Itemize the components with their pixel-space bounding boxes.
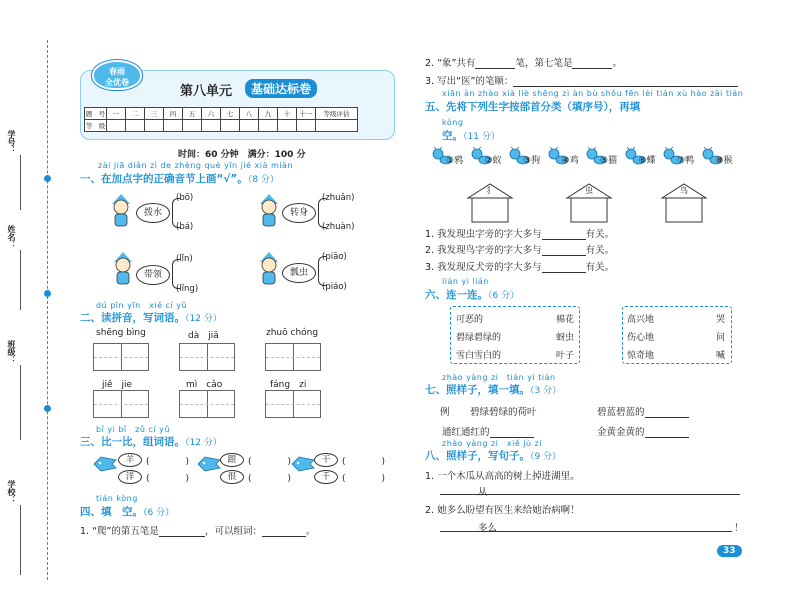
score-cell: 三 bbox=[145, 108, 164, 120]
q3-title-text: 三、比一比，组词语。 bbox=[80, 436, 185, 448]
q8-s1-answer-hint: 从 bbox=[478, 487, 488, 498]
boy-figure-icon bbox=[256, 250, 282, 286]
answer-blank[interactable] bbox=[542, 246, 586, 256]
q5-s-text: 1. 我发现虫字旁的字大多与 bbox=[425, 229, 542, 240]
q8-points: （9 分） bbox=[530, 452, 562, 462]
q5-s1 bbox=[425, 226, 614, 240]
q1-option[interactable]: (piāo) bbox=[322, 252, 347, 262]
q1-word-oval: 瓢虫 bbox=[282, 263, 316, 283]
binding-dot bbox=[44, 405, 51, 412]
q4-line2 bbox=[425, 55, 622, 69]
q5-pinyin: xiān àn zhào xià liè shēng zì àn bù shǒu fēn lèi tián xù hào zài tián bbox=[442, 89, 744, 98]
q5-s3 bbox=[425, 259, 614, 273]
q5-points: （11 分） bbox=[463, 132, 500, 142]
q8-title bbox=[425, 448, 561, 463]
q7-title bbox=[425, 382, 561, 397]
q3-answer-parens[interactable]: ( ) bbox=[248, 474, 292, 484]
q1-option[interactable]: (lǐng) bbox=[176, 284, 199, 294]
q4-line3 bbox=[425, 73, 738, 87]
q3-pinyin: bǐ yi bǐ zǔ cí yǔ bbox=[96, 425, 170, 434]
q4-title-text: 四、填 空。 bbox=[80, 506, 143, 518]
score-cell: 十一 bbox=[297, 108, 316, 120]
q4-line2-text: 2. “象”共有 bbox=[425, 58, 476, 69]
q7-item bbox=[597, 424, 689, 438]
q7-points: （3 分） bbox=[530, 386, 562, 396]
q3-title bbox=[80, 434, 222, 449]
q7-item-text: 碧蓝碧蓝的 bbox=[597, 407, 645, 418]
q7-item-text: 通红通红的 bbox=[442, 427, 490, 438]
score-cell: 四 bbox=[164, 108, 183, 120]
q6-title-text: 六、连一连。 bbox=[425, 289, 488, 301]
q5-s-text: 有关。 bbox=[585, 262, 615, 273]
q5-char: ⑦鸭 bbox=[677, 156, 695, 166]
brand-badge-top: 春雨 bbox=[109, 67, 125, 76]
q5-pinyin-2: kòng bbox=[442, 118, 464, 127]
q4-title bbox=[80, 504, 174, 519]
match-item[interactable]: 叶子 bbox=[556, 351, 575, 361]
q5-char: ⑤猫 bbox=[600, 156, 618, 166]
q8-pinyin: zhào yàng zi xiě jù zi bbox=[442, 439, 543, 448]
q6-pinyin: lián yi lián bbox=[442, 277, 489, 286]
q4-line1-text: 。 bbox=[305, 526, 316, 537]
score-cell: 十 bbox=[278, 108, 297, 120]
match-item[interactable]: 伤心地 bbox=[627, 333, 655, 343]
brand-badge-bottom: 全优卷 bbox=[105, 78, 129, 87]
q2-pinyin-prompt: fáng zi bbox=[270, 380, 307, 390]
q1-pinyin: zài jiā diǎn zì de zhèng què yīn jié xià miàn bbox=[98, 161, 293, 170]
page-number: 33 bbox=[717, 545, 742, 557]
q3-answer-parens[interactable]: ( ) bbox=[146, 474, 190, 484]
grade-cell[interactable] bbox=[183, 120, 202, 132]
score-cell: 七 bbox=[221, 108, 240, 120]
match-item[interactable]: 蚜虫 bbox=[556, 333, 575, 343]
q2-pinyin-prompt: shēng bìng bbox=[96, 328, 146, 338]
match-item[interactable]: 雪白雪白的 bbox=[456, 351, 502, 361]
score-cell: 一 bbox=[107, 108, 126, 120]
grade-cell[interactable] bbox=[164, 120, 183, 132]
q3-char-oval: 跟 bbox=[220, 453, 244, 467]
q2-title bbox=[80, 310, 222, 325]
answer-blank[interactable] bbox=[645, 408, 689, 418]
q2-pinyin-prompt: dà jiā bbox=[188, 331, 219, 341]
match-item[interactable]: 哭 bbox=[716, 315, 726, 325]
match-item[interactable]: 惊奇地 bbox=[627, 351, 655, 361]
q2-points: （12 分） bbox=[185, 314, 222, 324]
score-cell: 六 bbox=[202, 108, 221, 120]
name-label: 姓名： bbox=[7, 225, 16, 249]
q6-title bbox=[425, 287, 519, 302]
answer-blank[interactable] bbox=[542, 230, 586, 240]
writing-grid[interactable] bbox=[179, 390, 235, 418]
q7-title-text: 七、照样子，填一填。 bbox=[425, 384, 530, 396]
boy-figure-icon bbox=[110, 250, 136, 286]
test-subtitle: 基础达标卷 bbox=[245, 79, 317, 98]
q4-pinyin: tián kòng bbox=[96, 494, 138, 503]
unit-title: 第八单元 bbox=[180, 84, 233, 99]
student-number-field[interactable] bbox=[20, 155, 21, 210]
q8-s2: 2. 她多么盼望有医生来给她治病啊！ bbox=[425, 505, 580, 516]
time-score-line: 时间：60 分钟 满分：100 分 bbox=[178, 150, 306, 160]
score-cell: 等 级 bbox=[85, 120, 107, 132]
q4-line1-text: ，可以组词： bbox=[204, 526, 262, 537]
q5-title-2 bbox=[442, 128, 500, 143]
q5-char: ⑥蝶 bbox=[638, 156, 656, 166]
q1-word-oval: 拨水 bbox=[136, 203, 170, 223]
house-radical: 犭 bbox=[486, 186, 494, 195]
q1-title-text: 一、在加点字的正确音节上画“√”。 bbox=[80, 173, 248, 185]
writing-grid[interactable] bbox=[179, 343, 235, 371]
q5-s-text: 有关。 bbox=[585, 229, 615, 240]
match-item[interactable]: 问 bbox=[716, 333, 726, 343]
q7-example-label: 例 bbox=[440, 407, 450, 418]
q4-points: （6 分） bbox=[143, 508, 175, 518]
q3-char-oval: 洋 bbox=[118, 470, 142, 484]
answer-line[interactable] bbox=[440, 494, 740, 495]
answer-blank[interactable] bbox=[513, 77, 738, 87]
binding-dot bbox=[44, 175, 51, 182]
binding-line bbox=[47, 40, 48, 580]
score-cell: 五 bbox=[183, 108, 202, 120]
student-number-label: 学号： bbox=[7, 130, 16, 154]
house-radical: 鸟 bbox=[680, 186, 688, 195]
q1-word-oval: 带领 bbox=[136, 265, 170, 285]
q5-char: ①鸦 bbox=[446, 156, 464, 166]
answer-line[interactable] bbox=[440, 531, 732, 532]
q8-s1: 1. 一个木瓜从高高的树上掉进湖里。 bbox=[425, 471, 580, 482]
q1-option[interactable]: (zhuǎn) bbox=[322, 193, 355, 203]
score-cell: 九 bbox=[259, 108, 278, 120]
q7-item bbox=[597, 404, 689, 418]
fish-icon bbox=[196, 455, 222, 473]
q6-points: （6 分） bbox=[488, 291, 520, 301]
q5-s-text: 3. 我发现反犬旁的字大多与 bbox=[425, 262, 542, 273]
answer-blank[interactable] bbox=[490, 428, 534, 438]
grade-cell[interactable] bbox=[316, 120, 358, 132]
grade-cell[interactable] bbox=[221, 120, 240, 132]
q1-option[interactable]: (lǐn) bbox=[176, 254, 193, 264]
score-cell: 等级评估 bbox=[316, 108, 358, 120]
q7-example: 碧绿碧绿的荷叶 bbox=[470, 407, 537, 418]
score-table bbox=[84, 107, 358, 132]
q4-line2-text: 。 bbox=[612, 58, 622, 69]
q1-option[interactable]: (bō) bbox=[176, 193, 194, 203]
match-item[interactable]: 碧绿碧绿的 bbox=[456, 333, 502, 343]
q2-pinyin-prompt: zhuō chóng bbox=[266, 328, 319, 338]
grade-cell[interactable] bbox=[240, 120, 259, 132]
q5-title: 五、先将下列生字按部首分类（填序号），再填 bbox=[425, 101, 641, 113]
q1-word-oval: 转身 bbox=[282, 203, 316, 223]
q5-char: ⑧猴 bbox=[715, 156, 733, 166]
match-item[interactable]: 棉花 bbox=[556, 315, 575, 325]
writing-grid[interactable] bbox=[93, 390, 149, 418]
q4-line3-text: 3. 写出“医”的笔顺： bbox=[425, 76, 514, 87]
q3-char-oval: 千 bbox=[314, 470, 338, 484]
q8-s2-end: ！ bbox=[734, 523, 744, 534]
q5-s2 bbox=[425, 242, 614, 256]
q7-pinyin: zhào yàng zi tián yi tián bbox=[442, 373, 556, 382]
q5-title-text: 空。 bbox=[442, 130, 463, 142]
school-label: 学校： bbox=[7, 480, 16, 504]
answer-blank[interactable] bbox=[159, 527, 205, 537]
fish-icon bbox=[92, 455, 118, 473]
answer-blank[interactable] bbox=[262, 527, 306, 537]
school-field[interactable] bbox=[20, 505, 21, 575]
grade-cell[interactable] bbox=[126, 120, 145, 132]
grade-cell[interactable] bbox=[278, 120, 297, 132]
class-label: 班级： bbox=[7, 340, 16, 364]
boy-figure-icon bbox=[256, 192, 282, 228]
q3-char-oval: 干 bbox=[314, 453, 338, 467]
q1-points: （8 分） bbox=[247, 175, 279, 185]
q4-line1 bbox=[80, 523, 315, 537]
answer-blank[interactable] bbox=[572, 59, 612, 69]
q4-line1-text: 1. “爬”的第五笔是 bbox=[80, 526, 159, 537]
q3-points: （12 分） bbox=[185, 438, 222, 448]
house-radical: 虫 bbox=[585, 186, 593, 195]
q8-title-text: 八、照样子，写句子。 bbox=[425, 450, 530, 462]
q1-option[interactable]: (bá) bbox=[176, 222, 194, 232]
answer-blank[interactable] bbox=[542, 263, 586, 273]
score-header-row bbox=[85, 108, 358, 120]
grade-cell[interactable] bbox=[107, 120, 126, 132]
boy-figure-icon bbox=[108, 192, 134, 228]
match-item[interactable]: 喊 bbox=[716, 351, 726, 361]
q5-char: ④鸡 bbox=[561, 156, 579, 166]
score-grade-row bbox=[85, 120, 358, 132]
writing-grid[interactable] bbox=[93, 343, 149, 371]
writing-grid[interactable] bbox=[265, 343, 321, 371]
fish-icon bbox=[290, 455, 316, 473]
answer-blank[interactable] bbox=[645, 428, 689, 438]
q3-char-oval: 很 bbox=[220, 470, 244, 484]
q1-title bbox=[80, 171, 279, 186]
q2-title-text: 二、读拼音，写词语。 bbox=[80, 312, 185, 324]
grade-cell[interactable] bbox=[145, 120, 164, 132]
q3-char-oval: 羊 bbox=[118, 453, 142, 467]
match-item[interactable]: 高兴地 bbox=[627, 315, 655, 325]
q5-s-text: 2. 我发现鸟字旁的字大多与 bbox=[425, 245, 542, 256]
q8-s2-answer-hint: 多么 bbox=[478, 523, 498, 534]
grade-cell[interactable] bbox=[297, 120, 316, 132]
q5-s-text: 有关。 bbox=[585, 245, 615, 256]
q5-char: ③狗 bbox=[523, 156, 541, 166]
q3-answer-parens[interactable]: ( ) bbox=[342, 474, 386, 484]
grade-cell[interactable] bbox=[202, 120, 221, 132]
binding-dot bbox=[44, 290, 51, 297]
q2-pinyin: dú pīn yīn xiě cí yǔ bbox=[96, 301, 188, 310]
q3-answer-parens[interactable]: ( ) bbox=[146, 457, 190, 467]
q1-option[interactable]: (piáo) bbox=[322, 282, 347, 292]
q3-answer-parens[interactable]: ( ) bbox=[248, 457, 292, 467]
q7-item bbox=[442, 424, 534, 438]
writing-grid[interactable] bbox=[265, 390, 321, 418]
grade-cell[interactable] bbox=[259, 120, 278, 132]
name-field[interactable] bbox=[20, 250, 21, 310]
q5-char: ②蚁 bbox=[484, 156, 502, 166]
q2-pinyin-prompt: mì cǎo bbox=[186, 380, 223, 390]
brand-badge bbox=[92, 60, 142, 90]
score-cell: 八 bbox=[240, 108, 259, 120]
q4-line2-text: 笔，第七笔是 bbox=[515, 58, 573, 69]
match-item[interactable]: 可恶的 bbox=[456, 315, 484, 325]
q2-pinyin-prompt: jiě jie bbox=[102, 380, 133, 390]
q7-item-text: 金黄金黄的 bbox=[597, 427, 645, 438]
class-field[interactable] bbox=[20, 365, 21, 440]
score-cell: 二 bbox=[126, 108, 145, 120]
q3-answer-parens[interactable]: ( ) bbox=[342, 457, 386, 467]
q1-option[interactable]: (zhuàn) bbox=[322, 222, 355, 232]
score-cell: 题 号 bbox=[85, 108, 107, 120]
answer-blank[interactable] bbox=[475, 59, 515, 69]
